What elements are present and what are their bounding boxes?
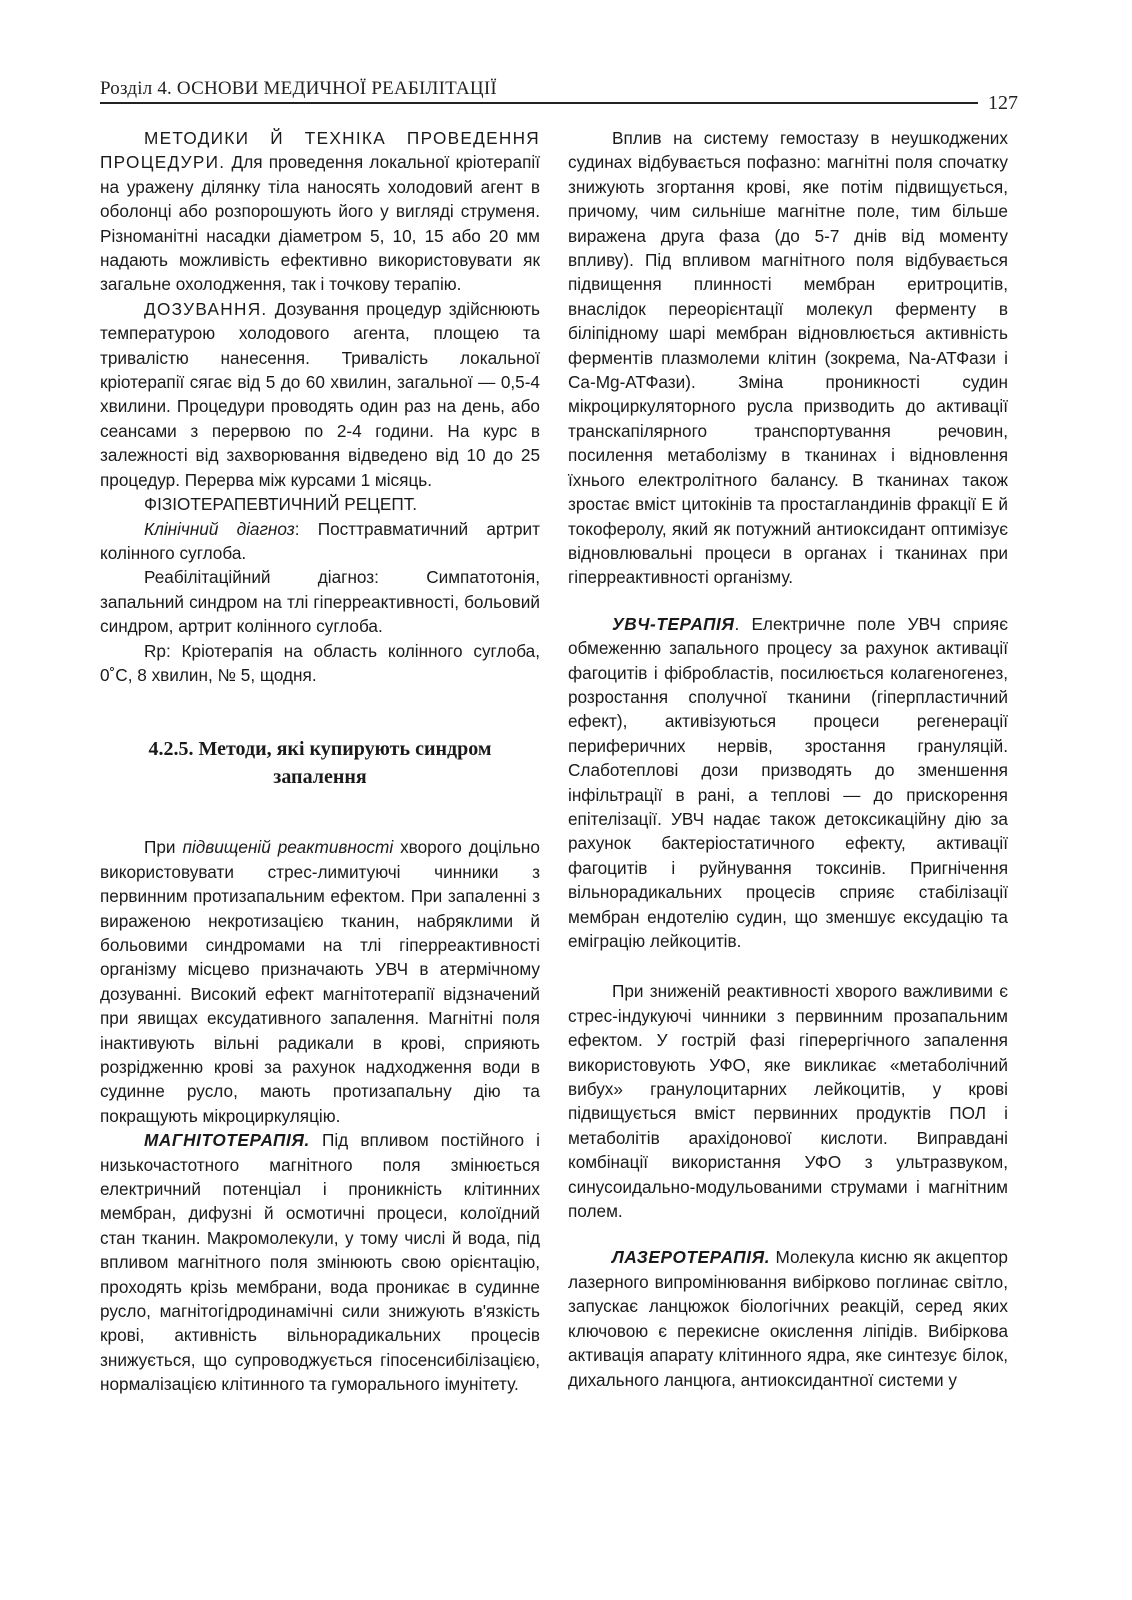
- paragraph-hemostasis: Вплив на систему гемостазу в неушкоджених судинах відбувається пофазно: магнітні поля спочатку знижують згортання крові, яке потім підвищується, причому, чим сильніше магнітне поле, тим більше виражена друга фаза (до 5-7 днів від моменту впливу). Під впливом магнітного поля відбувається підвищення плинності мембран еритроцитів, внаслідок переорієнтації молекул ферменту в біліпідному шарі мембран відновлюється активність ферментів плазмолеми клітин (зокрема, Na-АТФази і Ca-Mg-АТФази). Зміна проникності судин мікроциркуляторного русла призводить до активації транскапілярного транспортування речовин, посилення метаболізму в тканинах і відновлення їхнього електролітного балансу. В тканинах також зростає вміст цитокінів та простагландинів фракції Е й токоферолу, який як потужний антиоксидант оптимізує відновлювальні процеси в органах і тканинах при гіперреактивності організму.: [568, 128, 1008, 588]
- paragraph-spacer: [568, 590, 1008, 612]
- header-rule: [100, 102, 978, 104]
- run-in-heading: ДОЗУВАННЯ.: [144, 298, 268, 319]
- paragraph-uhf-therapy: [568, 612, 1008, 954]
- paragraph-text: Під впливом постійного і низькочастотного магнітного поля змінюється електричний потенціал і проникність клітинних мембран, дифузні й осмотичні процеси, колоїдний стан тканин. Макромолекули, у тому числі й вода, під впливом магнітного поля змінюють свою орієнтацію, проходять крізь мембрани, вода проникає в судинне русло, магнітогідродинамічні сили знижують в'язкість крові, активність вільнорадикальних процесів знижується, що супроводжується гіпосенсибілізацією, нормалізацією клітинного та гуморального імунітету.: [100, 1130, 540, 1395]
- run-in-heading: ЛАЗЕРОТЕРАПІЯ.: [612, 1247, 771, 1268]
- run-in-heading: МЕТОДИКИ Й ТЕХНІКА ПРОВЕДЕННЯ ПРОЦЕДУРИ.: [100, 128, 540, 173]
- paragraph-text: . Електричне поле УВЧ сприяє обмеженню запального процесу за рахунок активації фагоцитів і фібробластів, посилюється колагеногенез, розростання сполучної тканини (гіперпластичний ефект), активізуються процеси регенерації периферичних нервів, зростання грануляцій. Слаботеплові дози призводять до зменшення інфільтрації в рані, а теплові — до прискорення епітелізації. УВЧ надає також детоксикаційну дію за рахунок бактеріостатичного ефекту, активації фагоцитів і руйнування токсинів. Пригнічення вільнорадикальних процесів сприяє стабілізації мембран ендотелію судин, що зменшує ексудацію та еміграцію лейкоцитів.: [568, 613, 1008, 951]
- running-head: Розділ 4. ОСНОВИ МЕДИЧНОЇ РЕАБІЛІТАЦІЇ: [100, 78, 497, 99]
- paragraph-text: хворого доцільно використовувати стрес-лимитуючі чинники з первинним протизапальним ефектом. При запаленні з вираженою некротизацією тканин, набряклими й больовими синдромами на тлі гіперреактивності організму місцево призначають УВЧ в атермічному дозуванні. Високий ефект магнітотерапії відзначений при явищах ексудативного запалення. Магнітні поля інактивують вільні радикали в крові, сприяють розрідженню крові за рахунок надходження води в судинне русло, мають протизапальну дію та покращують мікроциркуляцію.: [100, 837, 540, 1126]
- paragraph-laser-therapy: [568, 1245, 1008, 1391]
- italic-term: підвищеній реактивності: [182, 837, 394, 858]
- paragraph-prescription-title: ФІЗІОТЕРАПЕВТИЧНИЙ РЕЦЕПТ.: [144, 494, 418, 515]
- paragraph-procedure-technique: [100, 126, 540, 297]
- paragraph-text: При: [144, 837, 183, 858]
- run-in-heading: УВЧ-ТЕРАПІЯ: [612, 613, 735, 634]
- paragraph-text: : Посттравматичний артрит колінного суглоба.: [100, 518, 540, 563]
- paragraph-high-reactivity: [100, 835, 540, 1128]
- section-heading: 4.2.5. Методи, які купирують синдром запалення: [148, 738, 492, 789]
- paragraph-rp: Rp: Кріотерапія на область колінного суглоба, 0˚С, 8 хвилин, № 5, щодня.: [100, 640, 540, 685]
- paragraph-spacer: [568, 953, 1008, 979]
- right-column: [568, 126, 1008, 1392]
- paragraph-text: Для проведення локальної кріотерапії на уражену ділянку тіла наносять холодовий агент в оболонці або розпорошують його у вигляді струменя. Різноманітні насадки діаметром 5, 10, 15 або 20 мм надають можливість ефективно використовувати як загальне охолодження, так і точкову терапію.: [100, 152, 540, 295]
- left-column: [100, 126, 540, 1397]
- paragraph-dosing: [100, 297, 540, 492]
- paragraph-text: Молекула кисню як акцептор лазерного випромінювання вибірково поглинає світло, запускає ланцюжок біологічних реакцій, серед яких ключовою є перекисне окислення ліпідів. Вибіркова активація апарату клітинного ядра, яке синтезує білок, дихального ланцюга, антиоксидантної системи у: [568, 1247, 1008, 1390]
- paragraph-magnetotherapy: [100, 1128, 540, 1396]
- run-in-heading: Клінічний діагноз: [144, 518, 295, 539]
- paragraph-low-reactivity: При зниженій реактивності хворого важливими є стрес-індукуючі чинники з первинним прозапальним ефектом. У гострій фазі гіперергічного запалення використовують УФО, яке викликає «метаболічний вибух» гранулоцитарних лейкоцитів, у крові підвищується вміст первинних продуктів ПОЛ і метаболітів арахідонової кислоти. Виправдані комбінації використання УФО з ультразвуком, синусоидально-модульованими струмами і магнітним полем.: [568, 981, 1008, 1222]
- page-number: 127: [988, 92, 1018, 114]
- run-in-heading: МАГНІТОТЕРАПІЯ.: [144, 1130, 310, 1151]
- paragraph-rehab-diagnosis: Реабілітаційний діагноз: Симпатотонія, запальний синдром на тлі гіперреактивності, больовий синдром, артрит колінного суглоба.: [100, 567, 540, 637]
- paragraph-text: Дозування процедур здійснюють температурою холодового агента, площею та тривалістю нанесення. Тривалість локальної кріотерапії сягає від 5 до 60 хвилин, загальної — 0,5-4 хвилини. Процедури проводять один раз на день, або сеансами з перервою по 2-4 години. На курс в залежності від захворювання відведено від 10 до 25 процедур. Перерва між курсами 1 місяць.: [100, 298, 540, 490]
- paragraph-clinical-diagnosis: [100, 517, 540, 566]
- paragraph-spacer: [568, 1223, 1008, 1245]
